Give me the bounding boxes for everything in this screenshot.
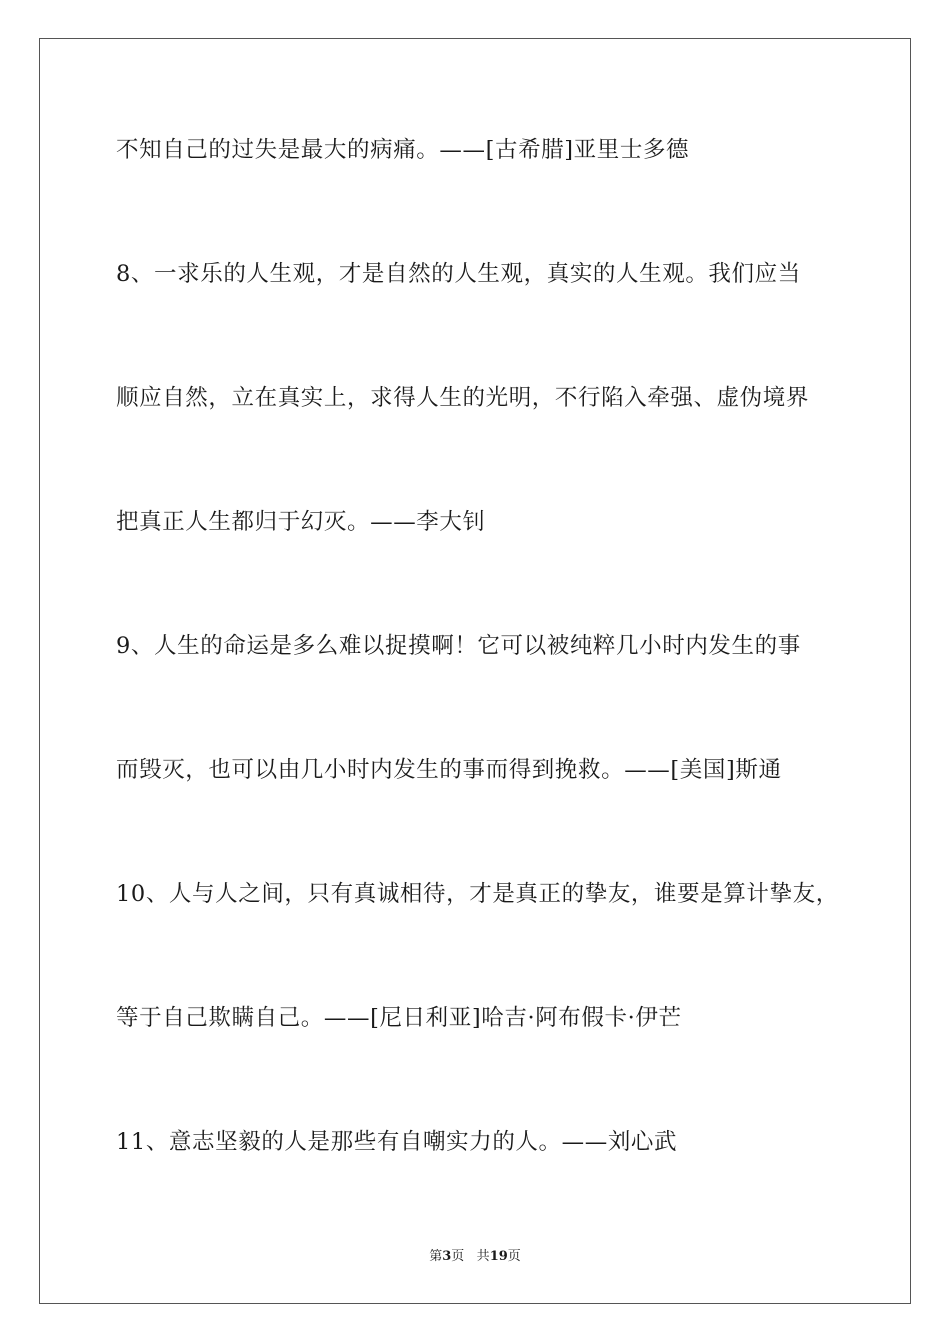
text-line-6: 而毁灭，也可以由几小时内发生的事而得到挽救。——[美国]斯通 bbox=[116, 757, 782, 783]
text-line-5: 9、人生的命运是多么难以捉摸啊！它可以被纯粹几小时内发生的事 bbox=[116, 633, 801, 659]
text-line-9: 11、意志坚毅的人是那些有自嘲实力的人。——刘心武 bbox=[116, 1129, 678, 1155]
text-line-7: 10、人与人之间，只有真诚相待，才是真正的挚友，谁要是算计挚友， bbox=[116, 881, 839, 907]
text-line-3: 顺应自然，立在真实上，求得人生的光明，不行陷入牵强、虚伪境界 bbox=[116, 385, 810, 411]
page-suffix: 页 bbox=[451, 1249, 465, 1264]
text-line-8: 等于自己欺瞒自己。——[尼日利亚]哈吉·阿布假卡·伊芒 bbox=[116, 1005, 682, 1031]
page-current: 3 bbox=[442, 1249, 452, 1264]
text-line-1: 不知自己的过失是最大的病痛。——[古希腊]亚里士多德 bbox=[116, 137, 690, 163]
page-total: 19 bbox=[489, 1249, 508, 1264]
total-suffix: 页 bbox=[507, 1249, 521, 1264]
text-line-2: 8、一求乐的人生观，才是自然的人生观，真实的人生观。我们应当 bbox=[116, 261, 801, 287]
total-prefix: 共 bbox=[476, 1249, 490, 1264]
page-footer bbox=[0, 1248, 950, 1266]
page-prefix: 第 bbox=[429, 1249, 443, 1264]
page-border bbox=[39, 38, 911, 1304]
text-line-4: 把真正人生都归于幻灭。——李大钊 bbox=[116, 509, 486, 535]
